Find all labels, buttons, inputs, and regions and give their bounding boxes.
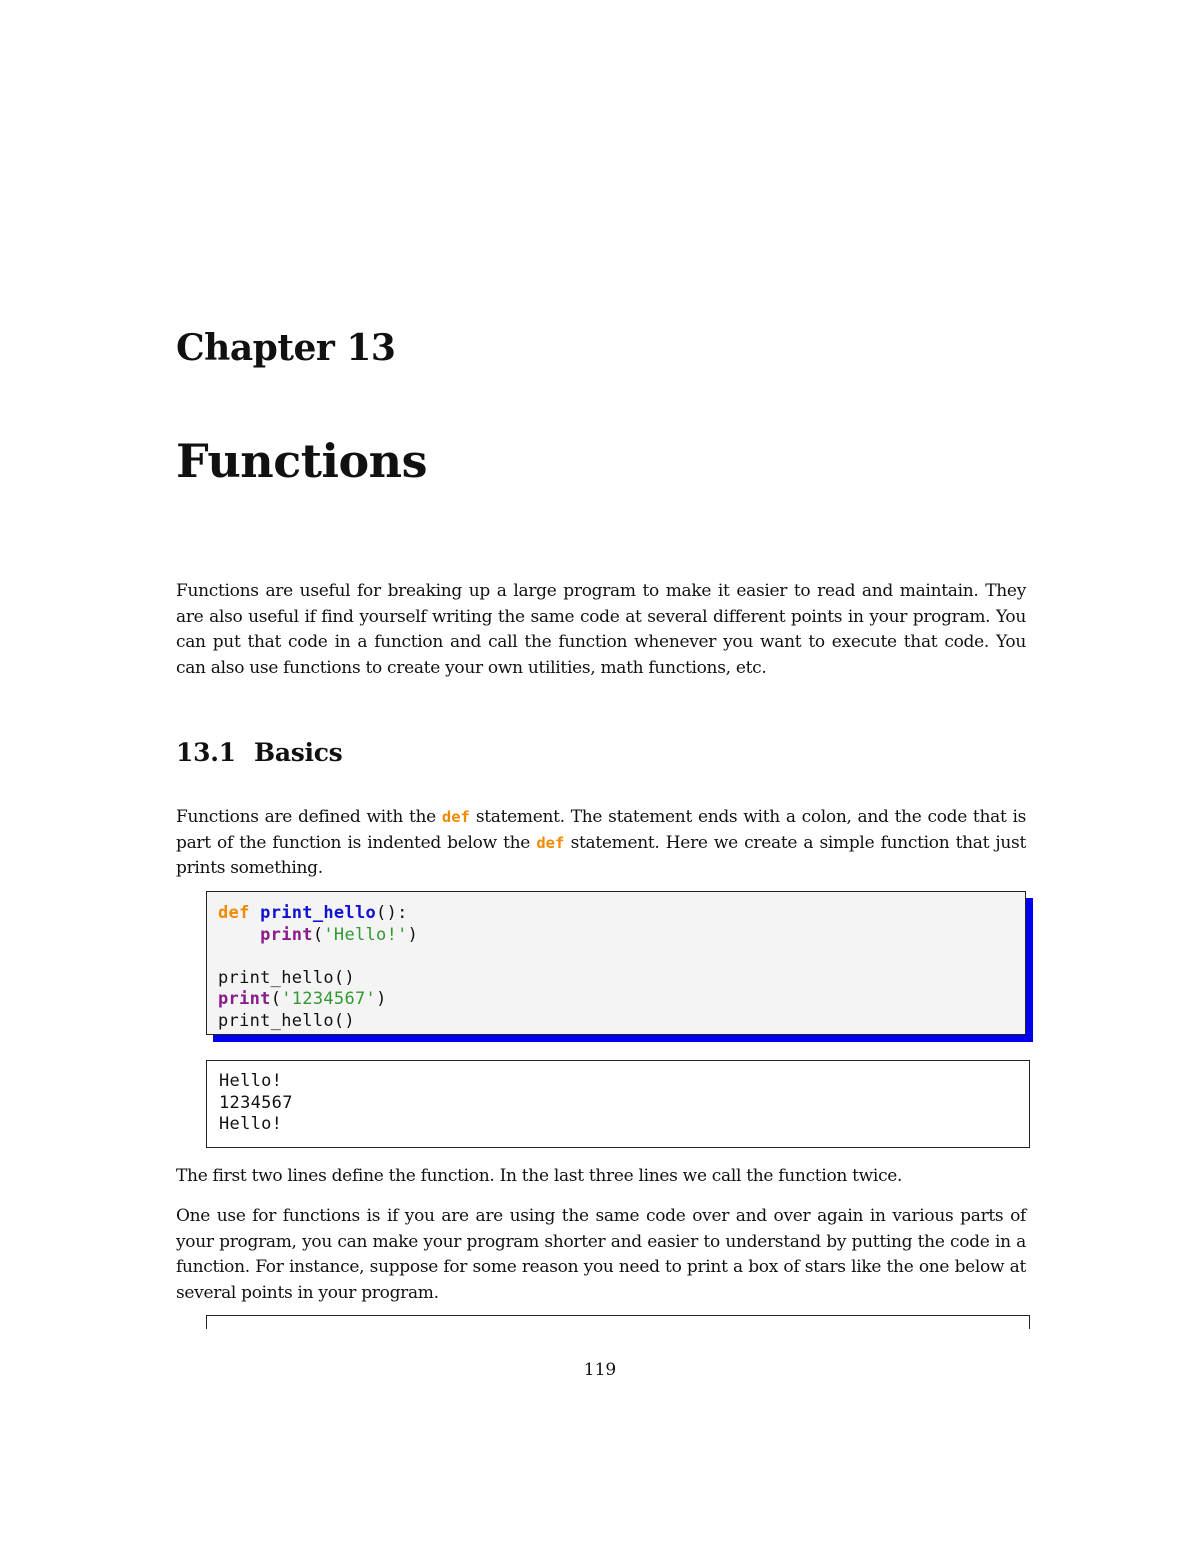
inline-code-def: def: [441, 808, 470, 826]
code-punctuation: ): [376, 989, 387, 1009]
section-heading: [176, 736, 342, 770]
code-keyword: def: [218, 903, 250, 923]
code-builtin: print: [260, 924, 313, 945]
box-of-stars-paragraph: One use for functions is if you are are using the same code over and over again in various parts of your program, you can make your program shorter and easier to understand by putting the code in a function. For instance, suppose for some reason you need to print a box of stars like the one below at several points in your program.: [176, 1206, 1026, 1303]
output-top-rule: [207, 1060, 1029, 1061]
section-number: 13.1: [176, 738, 236, 767]
def-paragraph-text-2: statement. The statement ends with a colon, and the code that is part of the function is indented below the: [176, 807, 1026, 853]
code-punctuation: ():: [376, 903, 408, 923]
section-title: Basics: [254, 738, 343, 767]
output-bottom-rule: [207, 1147, 1029, 1148]
code-function-name: print_hello: [260, 903, 377, 923]
code-indent: [218, 925, 260, 945]
output-listing: [206, 1060, 1030, 1148]
code-builtin: print: [218, 989, 271, 1009]
def-paragraph-text-1: Functions are defined with the: [176, 807, 442, 827]
page-number: 119: [583, 1360, 617, 1380]
code-string: '1234567': [281, 989, 377, 1009]
output-line: Hello!: [219, 1071, 283, 1091]
code-listing: [206, 891, 1026, 1035]
code-punctuation: (: [270, 989, 282, 1009]
def-paragraph-text-3: statement. Here we create a simple function that just prints something.: [176, 832, 1026, 878]
output-listing-text: [219, 1071, 293, 1136]
intro-paragraph: Functions are useful for breaking up a large program to make it easier to read and maintain. They are also useful if find yourself writing the same code at several different points in your program. You can put that code in a function and call the function whenever you want to execute that code. You can also use functions to create your own utilities, math functions, etc.: [176, 581, 1026, 678]
def-statement-paragraph: [176, 805, 1026, 882]
code-listing-text: [218, 903, 418, 1032]
code-call: print_hello(): [218, 967, 355, 988]
explanation-paragraph: The first two lines define the function. In the last three lines we call the function twice.: [176, 1166, 903, 1186]
chapter-title: Functions: [176, 434, 427, 488]
inline-code-def: def: [536, 833, 565, 852]
code-call: print_hello(): [218, 1010, 355, 1031]
output-line: 1234567: [219, 1092, 293, 1113]
code-punctuation: (: [312, 924, 324, 945]
next-output-listing: [206, 1315, 1030, 1329]
code-string: 'Hello!': [323, 924, 408, 945]
chapter-label: Chapter 13: [176, 327, 396, 369]
output-line: Hello!: [219, 1114, 283, 1134]
code-punctuation: ): [407, 924, 419, 945]
